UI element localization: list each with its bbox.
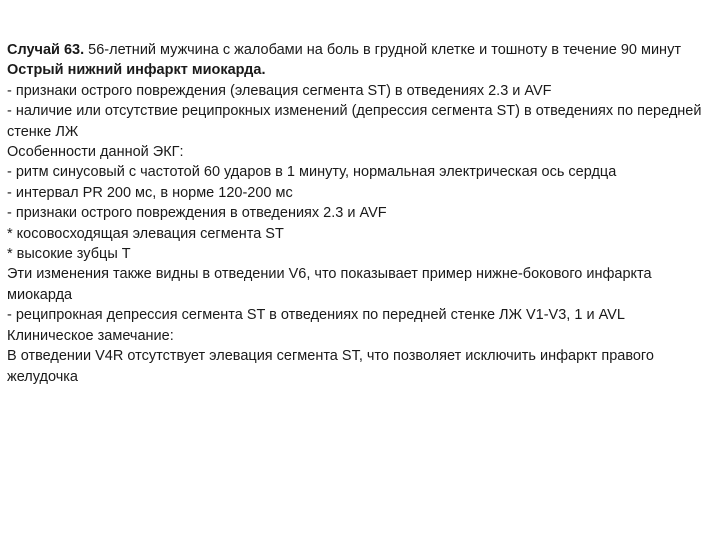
text-line-2: - наличие или отсутствие реципрокных изменений (депрессия сегмента ST) в отведениях по передней стенке ЛЖ bbox=[7, 103, 702, 140]
ecg-features-heading: Особенности данной ЭКГ: bbox=[7, 144, 184, 161]
clinical-note-text: В отведении V4R отсутствует элевация сегмента ST, что позволяет исключить инфаркт правого желудочка bbox=[7, 348, 654, 385]
diagnosis-heading: Острый нижний инфаркт миокарда. bbox=[7, 62, 266, 79]
case-complaint: 56-летний мужчина с жалобами на боль в грудной клетке и тошноту в течение 90 минут bbox=[84, 42, 681, 58]
text-line-5: - интервал PR 200 мс, в норме 120-200 мс bbox=[7, 184, 293, 201]
text-line-6: - признаки острого повреждения в отведениях 2.3 и AVF bbox=[7, 205, 387, 222]
text-line-9: Эти изменения также видны в отведении V6, что показывает пример нижне-бокового инфаркта миокарда bbox=[7, 266, 652, 303]
case-text-block bbox=[7, 40, 713, 387]
clinical-note-heading: Клиническое замечание: bbox=[7, 327, 174, 344]
case-title bbox=[7, 40, 713, 60]
text-line-10: - реципрокная депрессия сегмента ST в отведениях по передней стенке ЛЖ V1-V3, 1 и AVL bbox=[7, 307, 625, 324]
text-line-8: * высокие зубцы T bbox=[7, 246, 131, 263]
text-line-1: - признаки острого повреждения (элевация сегмента ST) в отведениях 2.3 и AVF bbox=[7, 82, 552, 99]
text-line-4: - ритм синусовый с частотой 60 ударов в 1 минуту, нормальная электрическая ось сердца bbox=[7, 164, 617, 181]
text-line-7: * косовосходящая элевация сегмента ST bbox=[7, 225, 284, 242]
case-number: Случай 63. bbox=[7, 42, 85, 58]
